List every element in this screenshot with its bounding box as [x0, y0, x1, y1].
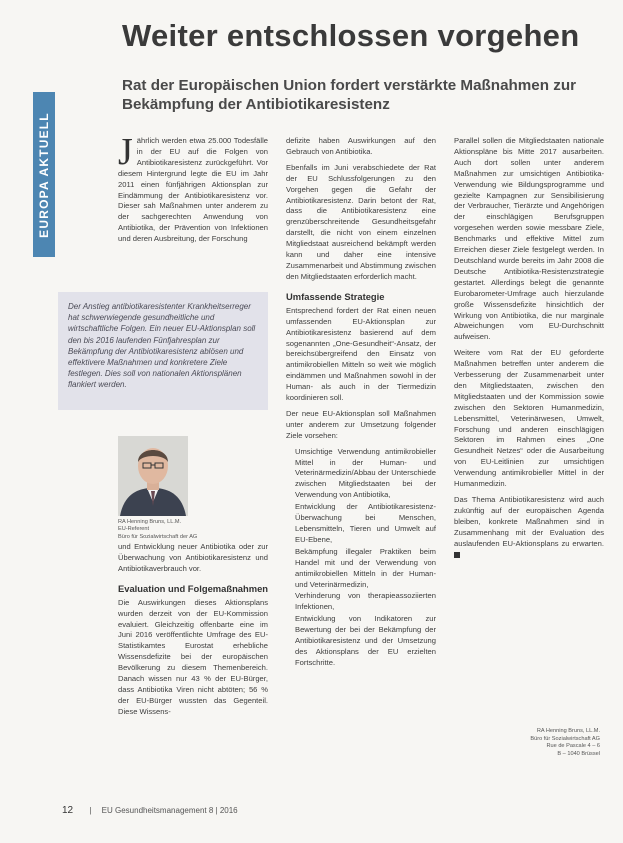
paragraph: Ebenfalls im Juni verabschiedete der Rat der EU Schlussfolgerungen zu den Vorgehen gegen die Gefahr der Antibiotikaresistenz. Darin betont der Rat, dass die Antibiotikaresistenz eine grenzüberschreitende Gesundheitsgefahr darstellt, die nicht von einem einzelnen Mitgliedstaat ausreichend bekämpft werden kann und daher eine intensive Zusammenarbeit und Abstimmung zwischen den Mitgliedstaaten erforderlich macht.: [286, 162, 436, 281]
paragraph: Die Auswirkungen dieses Aktionsplans wurden derzeit von der EU-Kommission evaluiert. Gleichzeitig offenbarte eine im Juni 2016 veröffentlichte Umfrage des EU-Statistikamtes Eurostat erhebliche Wissensdefizite bei der europäischen Bevölkerung zu diesem Themenbereich. Danach wissen nur 43 % der EU-Bürger, dass Antibiotika Viren nicht abtöten; 56 % der EU-Bürger wussten das Gegenteil. Diese Wissens-: [118, 597, 268, 716]
photo-caption: [118, 519, 268, 541]
intro-text: ährlich werden etwa 25.000 Todesfälle in der EU auf die Folgen von Antibiotikaresistenz zurückgeführt. Vor diesem Hintergrund legte die EU im Jahr 2011 einen fünfjährigen Aktionsplan zur Eindämmung der Antibiotikaresistenz vor. Dieser sah Maßnahmen unter anderem zu der sachgerechten Anwendung von Antibiotika, der Prävention von Infektionen und deren Ausbreitung, der Forschung: [118, 136, 268, 244]
paragraph: Der neue EU-Aktionsplan soll Maßnahmen unter anderem zur Umsetzung folgender Ziele vorsehen:: [286, 408, 436, 440]
author-contact: [480, 728, 600, 758]
caption-line: EU-Referent: [118, 526, 150, 533]
pull-quote-text: Der Anstieg antibiotikaresistenter Krankheitserreger hat schwerwiegende gesundheitliche und wirtschaftliche Folgen. Ein neuer EU-Aktionsplan soll den bis 2016 laufenden Fünfjahresplan zur Bekämpfung der Antibiotikaresistenz ablösen und effektivere Maßnahmen und konkretere Ziele festlegen. Dies soll von nationalen Aktionsplänen flankiert werden.: [68, 302, 256, 390]
column-1-upper: [118, 136, 268, 288]
column-3: [454, 136, 604, 721]
list-item: • Entwicklung von Indikatoren zur Bewertung der bei der Bekämpfung der Antibiotikaresistenz und der Umsetzung des Aktionsplans der EU erzielten Fortschritte.: [295, 614, 436, 669]
column-1-lower: [118, 542, 268, 797]
paragraph: Entsprechend fordert der Rat einen neuen umfassenden EU-Aktionsplan zur Antibiotikaresistenz basierend auf dem sogenannten „One-Gesundheit“-Ansatz, der bereichsübergreifend den Einsatz von antimikrobiellen Mitteln so weit wie möglich eindämmen und Maßnahmen sowohl in der Human- als auch in der Tiermedizin koordinieren soll.: [286, 305, 436, 403]
drop-cap: J: [118, 136, 133, 173]
caption-line: RA Henning Bruns, LL.M.: [118, 519, 182, 525]
contact-line: Rue de Pascale 4 – 6: [546, 743, 600, 750]
article-title: Weiter entschlossen vorgehen: [122, 18, 580, 53]
goals-list: [286, 447, 436, 669]
closing-text: Das Thema Antibiotikaresistenz wird auch zukünftig auf der europäischen Agenda bleiben, konkrete Maßnahmen sind in Zusammenhang mit der Evaluation des auslaufenden EU-Aktionsplans zu erwarten.: [454, 495, 604, 548]
publication-name: EU Gesundheitsmanagement 8 | 2016: [101, 806, 238, 815]
section-tab-label: EUROPA AKTUELL: [37, 111, 51, 238]
list-item: • Entwicklung der Antibiotikaresistenz-Überwachung bei Menschen, Lebensmitteln, Tieren und Umwelt auf EU-Ebene,: [295, 502, 436, 546]
author-portrait-image: [118, 436, 188, 516]
list-item: • Umsichtige Verwendung antimikrobieller Mittel in der Human- und Veterinärmedizin/Abbau der Unterschiede zwischen Mitgliedstaaten bei der Verwendung von Antibiotika,: [295, 447, 436, 502]
end-of-article-icon: [454, 552, 460, 558]
intro-paragraph: [118, 136, 268, 245]
contact-line: RA Henning Bruns, LL.M.: [536, 728, 600, 734]
article-subtitle: Rat der Europäischen Union fordert verstärkte Maßnahmen zur Bekämpfung der Antibiotikaresistenz: [122, 77, 577, 113]
list-item: • Bekämpfung illegaler Praktiken beim Handel mit und der Verwendung von antimikrobiellen Mitteln in der Human- und Veterinärmedizin,: [295, 547, 436, 591]
page-footer: [62, 805, 238, 816]
pull-quote-box: [58, 292, 268, 410]
paragraph: [454, 495, 604, 560]
section-heading: Evaluation und Folgemaßnahmen: [118, 582, 268, 594]
section-heading: Umfassende Strategie: [286, 290, 385, 302]
page-number: 12: [62, 805, 74, 816]
paragraph: und Entwicklung neuer Antibiotika oder zur Überwachung von Antibiotikaresistenz und Antibiotikaverbrauch vor.: [118, 542, 268, 573]
paragraph: Weitere vom Rat der EU geforderte Maßnahmen betreffen unter anderem die Verbesserung der Zusammenarbeit unter den Mitgliedstaaten, zwischen den Mitgliedstaaten und der Kommission sowie zwischen den Sektoren Humanmedizin, Lebensmittel, Veterinärwesen, Umwelt, Forschung und anderen einschlägigen Sektoren im Rahmen eines „One Gesundheit Netzes“ oder die Ausarbeitung von EU-Leitlinien zur umsichtigen Verwendung antimikrobieller Mittel in der Humanmedizin.: [454, 348, 604, 489]
caption-line: Büro für Sozialwirtschaft der AG: [118, 533, 198, 540]
paragraph: Parallel sollen die Mitgliedstaaten nationale Aktionspläne bis Mitte 2017 ausarbeiten. Auch dort sollen unter anderem Maßnahmen zur umsichtigen Antibiotika-Verwendung wie Bildungsprogramme und gezielte Kampagnen zur Sensibilisierung der Verbraucher, Tierärzte und Angehörigen der einschlägigen Berufsgruppen vorgesehen werden sowie messbare Ziele, Benchmarks und effektive Mittel zum Erreichen dieser Ziele festgelegt werden. In Deutschland wurde bereits im Jahr 2008 die Deutsche Antibiotika-Resistenzstrategie gestartet. Allerdings belegt die genannte Eurobarometer-Umfrage auch hierzulande große Wissensdefizite hinsichtlich der Wirkung von Antibiotika, die nur marginale Abweichungen vom EU-Durchschnitt aufweisen.: [454, 136, 604, 342]
list-item: • Verhinderung von therapieassoziierten Infektionen,: [295, 591, 436, 613]
author-photo: [118, 436, 188, 516]
paragraph: defizite haben Auswirkungen auf den Gebrauch von Antibiotika.: [286, 136, 436, 156]
contact-line: Büro für Sozialwirtschaft AG: [530, 735, 600, 742]
column-2: [286, 136, 436, 798]
contact-line: B – 1040 Brüssel: [557, 750, 600, 757]
section-tab: [33, 92, 55, 257]
footer-separator: |: [89, 806, 92, 815]
